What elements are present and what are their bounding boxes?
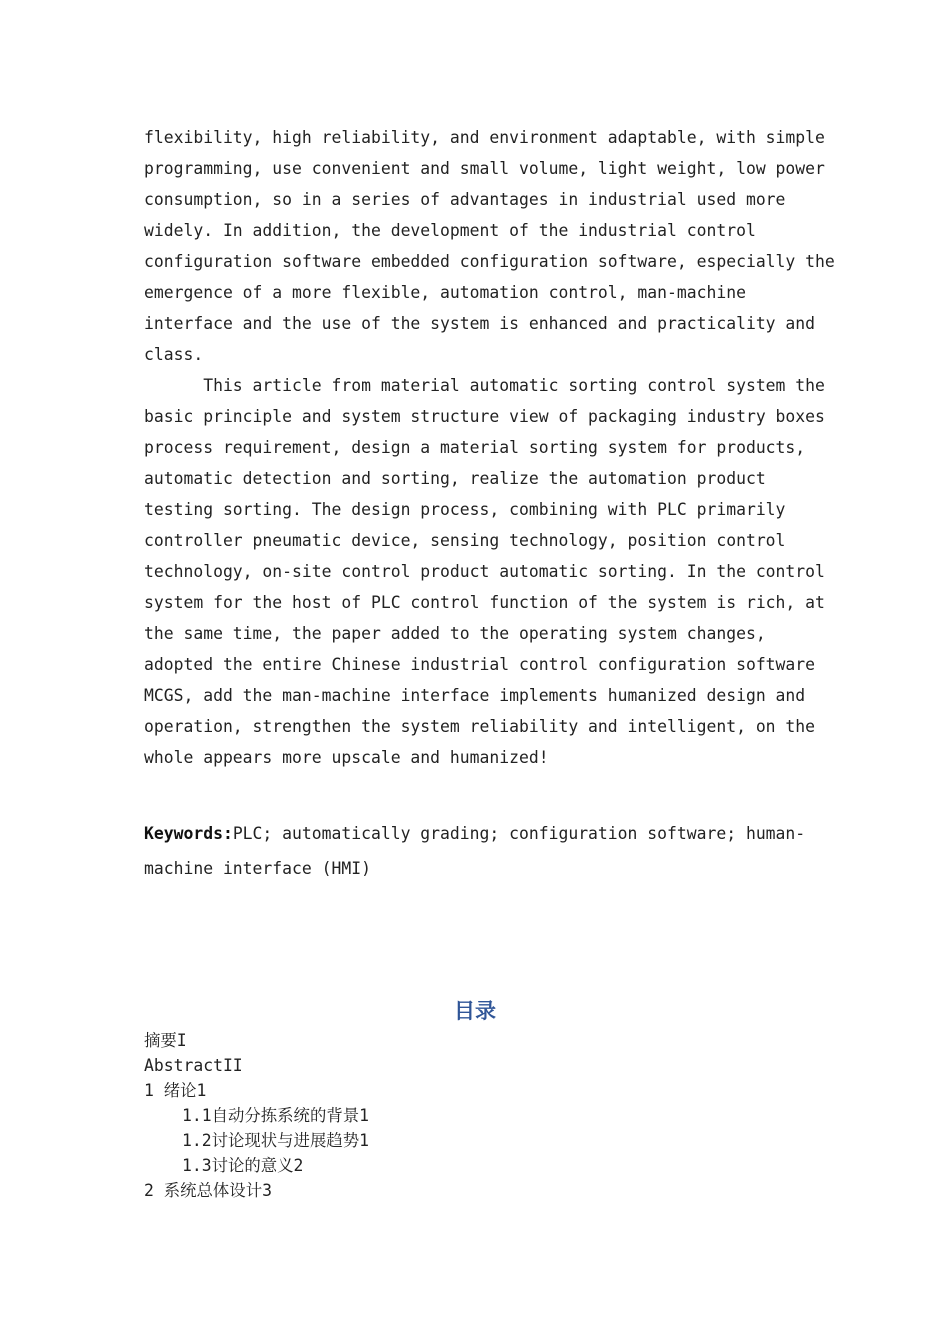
- toc-title: 目录: [454, 999, 496, 1023]
- abstract-line: controller pneumatic device, sensing technology, position control: [144, 531, 786, 550]
- abstract-line: basic principle and system structure view of packaging industry boxes: [144, 407, 825, 426]
- abstract-line: This article from material automatic sorting control system the: [144, 376, 825, 395]
- keywords-line-1: [144, 816, 824, 851]
- abstract-line: whole appears more upscale and humanized!: [144, 748, 549, 767]
- keywords-block: [144, 816, 824, 886]
- abstract-line: interface and the use of the system is enhanced and practicality and: [144, 314, 816, 333]
- toc-item-section-1-2[interactable]: 1.2讨论现状与进展趋势1: [182, 1131, 369, 1150]
- toc-item-abstract-en[interactable]: AbstractII: [144, 1056, 243, 1075]
- abstract-line: automatic detection and sorting, realize the automation product: [144, 469, 766, 488]
- abstract-line: class.: [144, 345, 204, 364]
- toc-item-chapter-2[interactable]: 2 系统总体设计3: [144, 1181, 272, 1200]
- abstract-line: the same time, the paper added to the operating system changes,: [144, 624, 766, 643]
- abstract-line: configuration software embedded configuration software, especially the: [144, 252, 835, 271]
- abstract-line: testing sorting. The design process, combining with PLC primarily: [144, 500, 786, 519]
- abstract-line: system for the host of PLC control function of the system is rich, at: [144, 593, 825, 612]
- abstract-line: emergence of a more flexible, automation control, man-machine: [144, 283, 746, 302]
- abstract-line: technology, on-site control product automatic sorting. In the control: [144, 562, 825, 581]
- abstract-body: [144, 122, 835, 773]
- abstract-line: flexibility, high reliability, and environment adaptable, with simple: [144, 128, 825, 147]
- toc-item-section-1-3[interactable]: 1.3讨论的意义2: [182, 1156, 304, 1175]
- toc-item-section-1-1[interactable]: 1.1自动分拣系统的背景1: [182, 1106, 369, 1125]
- abstract-line: widely. In addition, the development of the industrial control: [144, 221, 756, 240]
- toc-item-abstract-cn[interactable]: 摘要I: [144, 1031, 187, 1050]
- keywords-text: PLC; automatically grading; configuration software; human-: [232, 824, 806, 843]
- keywords-label: Keywords:: [144, 824, 233, 843]
- abstract-line: adopted the entire Chinese industrial control configuration software: [144, 655, 816, 674]
- toc-item-chapter-1[interactable]: 1 绪论1: [144, 1081, 207, 1100]
- abstract-line: programming, use convenient and small volume, light weight, low power: [144, 159, 825, 178]
- abstract-line: operation, strengthen the system reliability and intelligent, on the: [144, 717, 816, 736]
- keywords-line-2: machine interface (HMI): [144, 859, 371, 878]
- abstract-line: consumption, so in a series of advantages in industrial used more: [144, 190, 786, 209]
- abstract-line: process requirement, design a material sorting system for products,: [144, 438, 806, 457]
- abstract-line: MCGS, add the man-machine interface implements humanized design and: [144, 686, 806, 705]
- table-of-contents: [144, 1028, 744, 1203]
